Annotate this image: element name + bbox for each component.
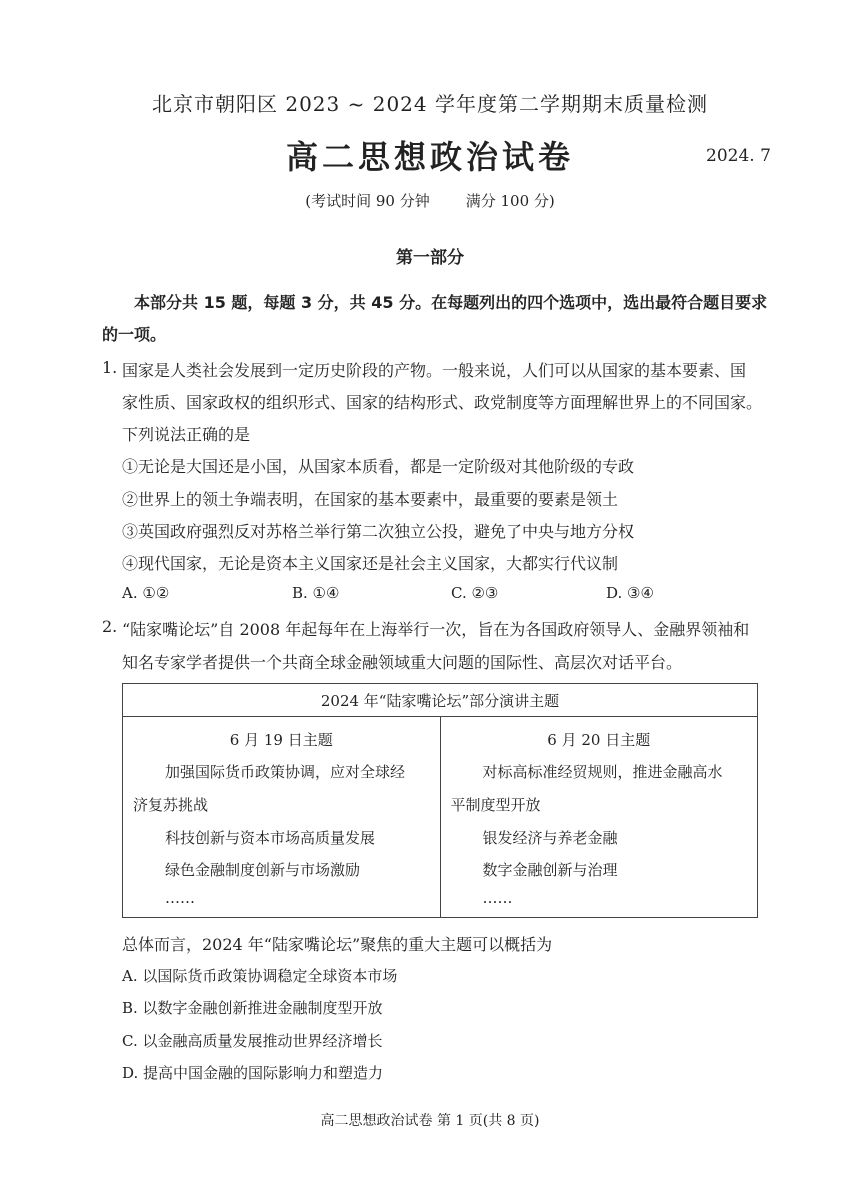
june-19-topic-1b: 济复苏挑战 bbox=[133, 796, 209, 814]
question-1-option-b: B. ①④ bbox=[292, 584, 340, 602]
june-20-topic-1a: 对标高标准经贸规则，推进金融高水 bbox=[482, 763, 723, 781]
question-1-option-a: A. ①② bbox=[122, 584, 170, 602]
question-1-line-1: 国家是人类社会发展到一定历史阶段的产物。一般来说，人们可以从国家的基本要素、国 bbox=[122, 361, 747, 380]
table-cell-june-20 bbox=[440, 717, 758, 918]
question-1-statement-2: ②世界上的领土争端表明，在国家的基本要素中，最重要的要素是领土 bbox=[122, 490, 619, 509]
question-2-option-b: B. 以数字金融创新推进金融制度型开放 bbox=[122, 999, 383, 1017]
exam-subtitle: 北京市朝阳区 2023 ~ 2024 学年度第二学期期末质量检测 bbox=[152, 92, 708, 116]
question-1-line-2: 家性质、国家政权的组织形式、国家的结构形式、政党制度等方面理解世界上的不同国家。 bbox=[122, 393, 763, 412]
question-2-option-a: A. 以国际货币政策协调稳定全球资本市场 bbox=[122, 967, 398, 985]
june-19-topic-1a: 加强国际货币政策协调，应对全球经 bbox=[165, 763, 406, 781]
question-1-statement-4: ④现代国家，无论是资本主义国家还是社会主义国家，大都实行代议制 bbox=[122, 554, 619, 573]
question-2-option-d: D. 提高中国金融的国际影响力和塑造力 bbox=[122, 1064, 384, 1082]
question-2-stem: 总体而言，2024 年“陆家嘴论坛”聚焦的重大主题可以概括为 bbox=[122, 935, 553, 954]
page-footer: 高二思想政治试卷 第 1 页(共 8 页) bbox=[320, 1113, 540, 1129]
june-20-topic-2: 银发经济与养老金融 bbox=[482, 829, 618, 847]
instructions-line-1: 本部分共 15 题，每题 3 分，共 45 分。在每题列出的四个选项中，选出最符合题目要求 bbox=[134, 293, 768, 312]
table-caption: 2024 年“陆家嘴论坛”部分演讲主题 bbox=[123, 684, 758, 717]
question-1-statement-1: ①无论是大国还是小国，从国家本质看，都是一定阶级对其他阶级的专政 bbox=[122, 457, 635, 476]
june-20-topic-3: 数字金融创新与治理 bbox=[482, 861, 618, 879]
june-20-header: 6 月 20 日主题 bbox=[547, 731, 651, 749]
full-score: 满分 100 分) bbox=[465, 192, 555, 210]
question-2-option-c: C. 以金融高质量发展推动世界经济增长 bbox=[122, 1032, 383, 1050]
question-2-number: 2. bbox=[102, 617, 118, 636]
june-19-header: 6 月 19 日主题 bbox=[229, 731, 333, 749]
question-1-line-3: 下列说法正确的是 bbox=[122, 425, 251, 444]
question-1-option-c: C. ②③ bbox=[451, 584, 499, 602]
june-19-topic-2: 科技创新与资本市场高质量发展 bbox=[165, 829, 376, 847]
exam-info bbox=[0, 190, 860, 211]
june-20-topic-1b: 平制度型开放 bbox=[450, 796, 541, 814]
june-20-ellipsis: …… bbox=[482, 889, 513, 907]
june-19-topic-3: 绿色金融制度创新与市场激励 bbox=[165, 861, 361, 879]
question-1-option-d: D. ③④ bbox=[606, 584, 654, 602]
instructions-line-2: 的一项。 bbox=[102, 325, 167, 344]
june-19-ellipsis: …… bbox=[165, 889, 195, 907]
exam-title: 高二思想政治试卷 bbox=[285, 138, 574, 176]
question-1-statement-3: ③英国政府强烈反对苏格兰举行第二次独立公投，避免了中央与地方分权 bbox=[122, 522, 635, 541]
question-2-line-1: “陆家嘴论坛”自 2008 年起每年在上海举行一次，旨在为各国政府领导人、金融界领袖和 bbox=[122, 620, 750, 639]
part-title: 第一部分 bbox=[396, 248, 464, 268]
exam-date: 2024. 7 bbox=[706, 146, 771, 166]
question-2-line-2: 知名专家学者提供一个共商全球金融领域重大问题的国际性、高层次对话平台。 bbox=[122, 653, 683, 672]
forum-topics-table bbox=[122, 683, 758, 918]
exam-time: (考试时间 90 分钟 bbox=[305, 192, 430, 210]
question-1-number: 1. bbox=[102, 358, 118, 377]
table-cell-june-19 bbox=[123, 717, 441, 918]
